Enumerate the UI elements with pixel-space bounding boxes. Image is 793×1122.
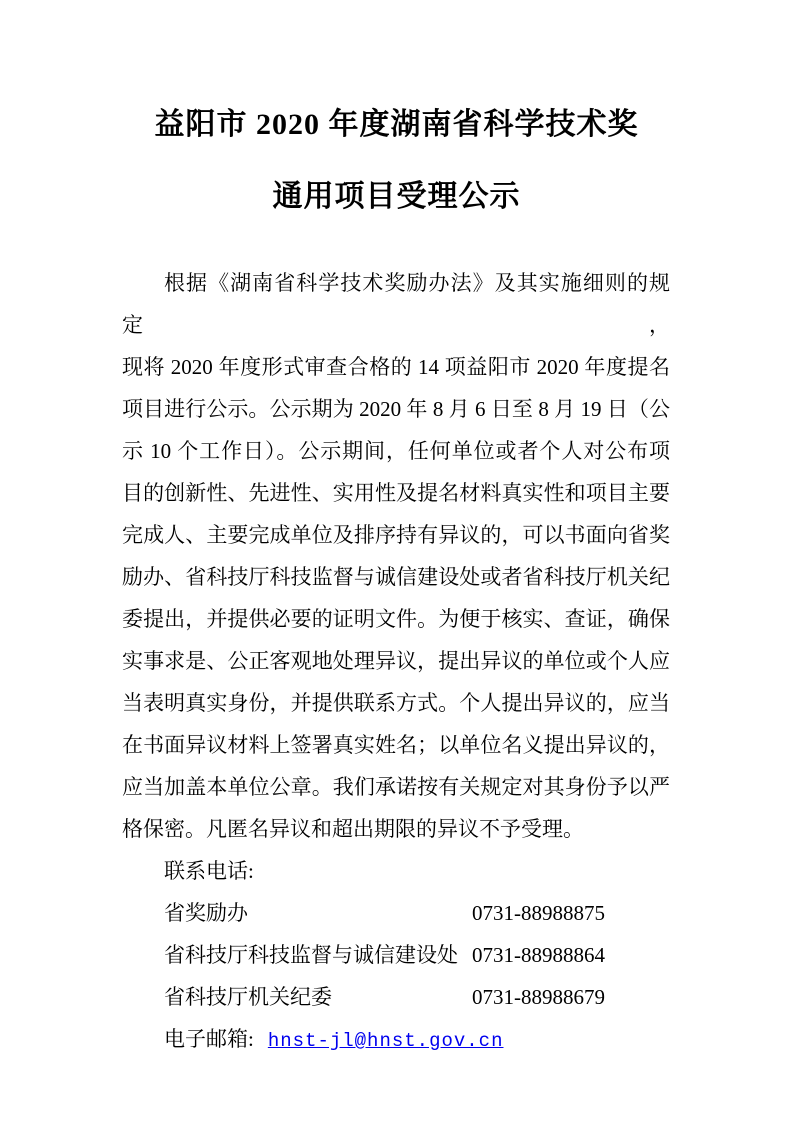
document-body bbox=[122, 262, 670, 1062]
body-line: 现将 2020 年度形式审查合格的 14 项益阳市 2020 年度提名 bbox=[122, 355, 670, 379]
body-line: 实事求是、公正客观地处理异议，提出异议的单位或个人应 bbox=[122, 649, 670, 673]
body-line: 当表明真实身份，并提供联系方式。个人提出异议的，应当 bbox=[122, 691, 670, 715]
body-line: 完成人、主要完成单位及排序持有异议的，可以书面向省奖 bbox=[122, 523, 670, 547]
contact-row bbox=[122, 976, 670, 1018]
body-line: 在书面异议材料上签署真实姓名；以单位名义提出异议的， bbox=[122, 733, 670, 757]
email-row bbox=[122, 1018, 670, 1062]
body-line: 项目进行公示。公示期为 2020 年 8 月 6 日至 8 月 19 日（公 bbox=[122, 397, 670, 421]
body-line: 根据《湖南省科学技术奖励办法》及其实施细则的规定， bbox=[122, 271, 670, 337]
contact-label: 省奖励办 bbox=[164, 901, 248, 925]
body-line: 格保密。凡匿名异议和超出期限的异议不予受理。 bbox=[122, 817, 584, 841]
body-line: 应当加盖本单位公章。我们承诺按有关规定对其身份予以严 bbox=[122, 775, 670, 799]
document-title bbox=[0, 89, 793, 233]
contact-label: 省科技厅机关纪委 bbox=[164, 985, 332, 1009]
body-line: 示 10 个工作日）。公示期间，任何单位或者个人对公布项 bbox=[122, 439, 670, 463]
email-link[interactable]: hnst-jl@hnst.gov.cn bbox=[267, 1030, 504, 1052]
contact-label: 省科技厅科技监督与诚信建设处 bbox=[164, 943, 458, 967]
contact-row bbox=[122, 934, 670, 976]
body-line: 励办、省科技厅科技监督与诚信建设处或者省科技厅机关纪 bbox=[122, 565, 670, 589]
contact-heading: 联系电话: bbox=[164, 859, 254, 883]
contact-phone: 0731-88988875 bbox=[472, 901, 605, 925]
contact-phone: 0731-88988679 bbox=[472, 985, 605, 1009]
email-label: 电子邮箱: bbox=[164, 1027, 254, 1051]
title-line-2: 通用项目受理公示 bbox=[272, 180, 521, 213]
body-line: 目的创新性、先进性、实用性及提名材料真实性和项目主要 bbox=[122, 481, 670, 505]
contact-phone: 0731-88988864 bbox=[472, 943, 605, 967]
body-line: 委提出，并提供必要的证明文件。为便于核实、查证，确保 bbox=[122, 607, 670, 631]
title-line-1: 益阳市 2020 年度湖南省科学技术奖 bbox=[154, 108, 639, 141]
contact-row bbox=[122, 892, 670, 934]
